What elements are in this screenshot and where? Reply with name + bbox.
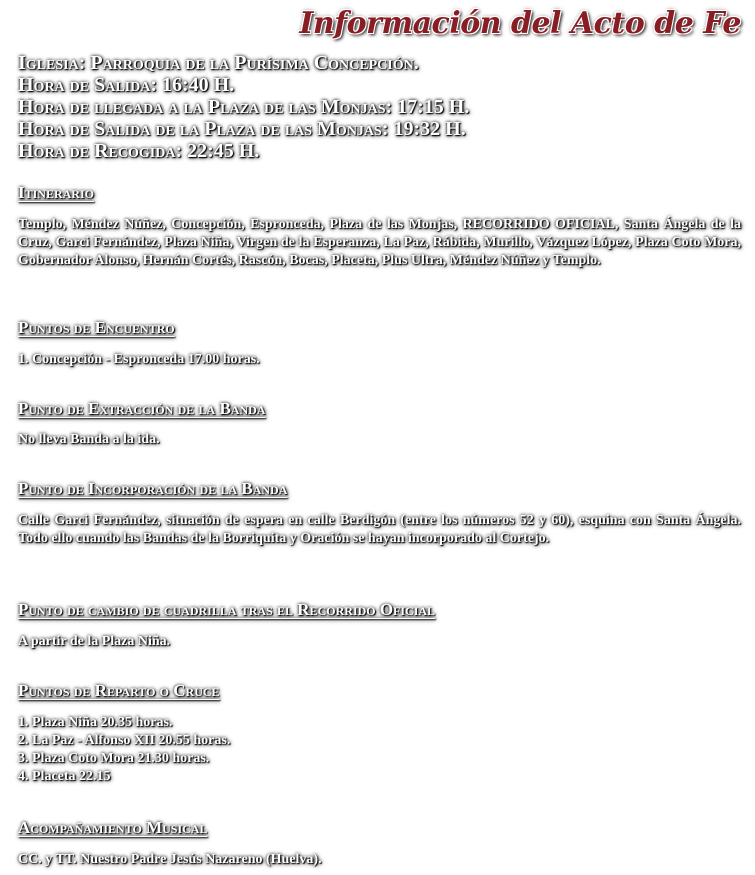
extraccion-heading: Punto de Extracción de la Banda: [18, 399, 266, 418]
schedule-block: [18, 52, 741, 162]
schedule-departure-plaza: Hora de Salida de la Plaza de las Monjas: 19:32 H.: [18, 118, 466, 140]
extraccion-text: No lleva Banda a la ida.: [18, 432, 160, 447]
schedule-return: Hora de Recogida: 22:45 H.: [18, 140, 260, 162]
itinerario-heading: Itinerario: [18, 183, 94, 202]
page-title: Información del Acto de Fe: [299, 6, 741, 41]
reparto-list: [18, 714, 741, 786]
list-item: 1. Plaza Niña 20.35 horas.: [18, 715, 173, 730]
musical-text: CC. y TT. Nuestro Padre Jesús Nazareno (Huelva).: [18, 852, 322, 867]
list-item: 2. La Paz - Alfonso XII 20.55 horas.: [18, 733, 231, 748]
schedule-departure: Hora de Salida: 16:40 H.: [18, 74, 235, 96]
encuentro-text: 1. Concepción - Espronceda 17.00 horas.: [18, 352, 260, 367]
reparto-heading: Puntos de Reparto o Cruce: [18, 681, 220, 700]
itinerario-text: Templo, Méndez Núñez, Concepción, Espronceda, Plaza de las Monjas, RECORRIDO OFICIAL, Santa Ángela de la Cruz, Garci Fernández, Plaza Niña, Virgen de la Esperanza, La Paz, Rábida, Murillo, Vázquez López, Plaza Coto Mora, Gobernador Alonso, Hernán Cortés, Rascón, Bocas, Placeta, Plus Ultra, Méndez Núñez y Templo.: [18, 217, 741, 268]
schedule-arrival-plaza: Hora de llegada a la Plaza de las Monjas: 17:15 H.: [18, 96, 470, 118]
incorporacion-heading: Punto de Incorporación de la Banda: [18, 479, 288, 498]
incorporacion-text: Calle Garci Fernández, situación de espera en calle Berdigón (entre los números 52 y 60), esquina con Santa Ángela. Todo ello cuando las Bandas de la Borriquita y Oración se hayan incorporado al Cortejo.: [18, 513, 741, 546]
list-item: 3. Plaza Coto Mora 21.30 horas.: [18, 751, 210, 766]
cuadrilla-heading: Punto de cambio de cuadrilla tras el Recorrido Oficial: [18, 600, 436, 619]
schedule-church: Iglesia: Parroquia de la Purísima Concepción.: [18, 52, 419, 74]
musical-heading: Acompañamiento Musical: [18, 818, 208, 837]
encuentro-heading: Puntos de Encuentro: [18, 318, 175, 337]
cuadrilla-text: A partir de la Plaza Niña.: [18, 634, 171, 649]
list-item: 4. Placeta 22.15: [18, 769, 111, 784]
